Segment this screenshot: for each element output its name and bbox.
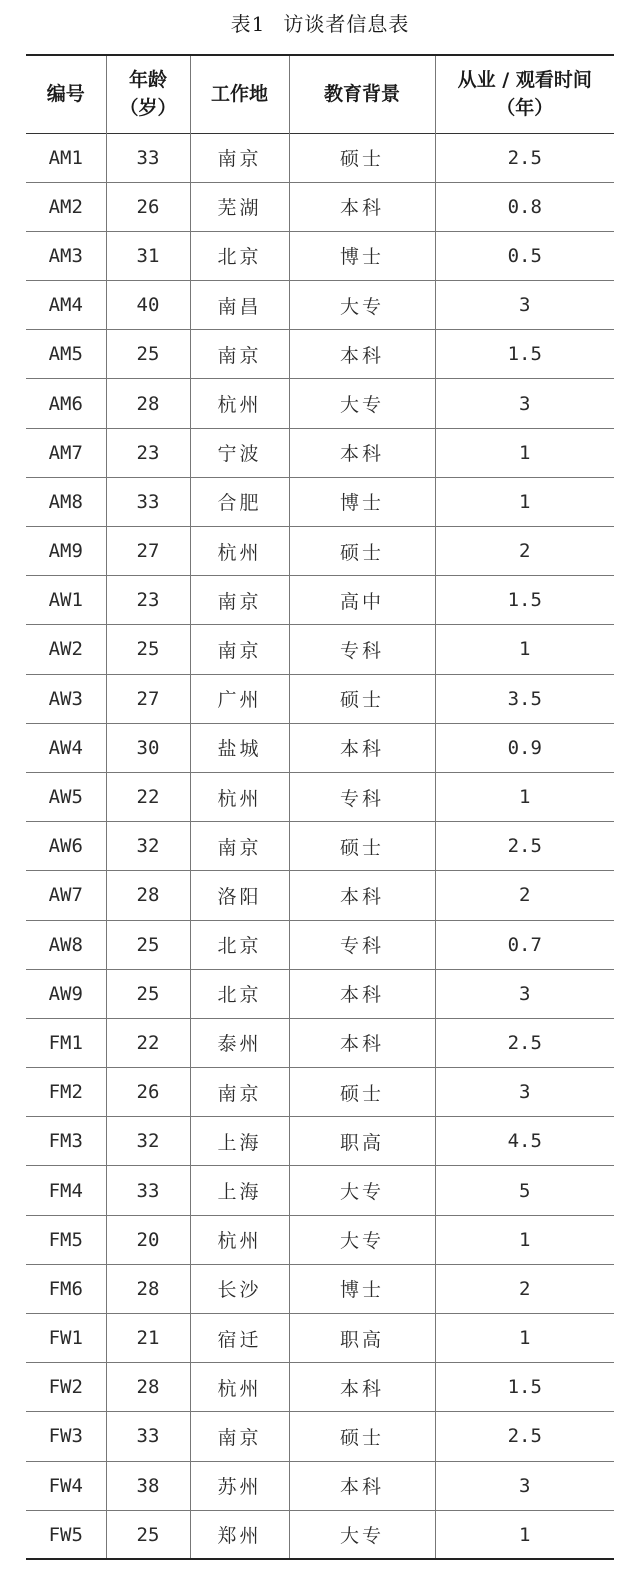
table-row <box>26 379 614 428</box>
cell-age: 33 <box>106 133 190 182</box>
cell-years: 3 <box>435 969 614 1018</box>
table-row <box>26 281 614 330</box>
cell-location: 北京 <box>190 231 289 280</box>
cell-location: 南京 <box>190 330 289 379</box>
table-row <box>26 1412 614 1461</box>
cell-years: 1 <box>435 1510 614 1559</box>
cell-education: 博士 <box>289 477 435 526</box>
cell-years: 1.5 <box>435 330 614 379</box>
table-row <box>26 1215 614 1264</box>
table-row <box>26 1461 614 1510</box>
cell-education: 本科 <box>289 1018 435 1067</box>
table-header <box>26 55 614 133</box>
cell-years: 3 <box>435 1068 614 1117</box>
cell-location: 杭州 <box>190 527 289 576</box>
cell-id: AM1 <box>48 146 83 169</box>
cell-education: 本科 <box>289 1363 435 1412</box>
table-row <box>26 182 614 231</box>
cell-location: 南昌 <box>190 281 289 330</box>
cell-years: 2 <box>435 871 614 920</box>
cell-years: 5 <box>435 1166 614 1215</box>
cell-location: 上海 <box>190 1166 289 1215</box>
cell-location: 芜湖 <box>190 182 289 231</box>
cell-age: 26 <box>106 1068 190 1117</box>
cell-years: 0.8 <box>435 182 614 231</box>
cell-years: 2.5 <box>435 1412 614 1461</box>
table-caption <box>0 8 640 38</box>
cell-years: 1 <box>435 1215 614 1264</box>
cell-education: 本科 <box>289 723 435 772</box>
cell-location: 北京 <box>190 920 289 969</box>
cell-location: 盐城 <box>190 723 289 772</box>
cell-location: 苏州 <box>190 1461 289 1510</box>
cell-education: 本科 <box>289 330 435 379</box>
cell-education: 本科 <box>289 182 435 231</box>
cell-education: 专科 <box>289 772 435 821</box>
cell-education: 硕士 <box>289 1068 435 1117</box>
cell-location: 南京 <box>190 625 289 674</box>
cell-age: 26 <box>106 182 190 231</box>
cell-years: 3 <box>435 1461 614 1510</box>
cell-location: 杭州 <box>190 772 289 821</box>
table-row <box>26 1117 614 1166</box>
cell-years: 3.5 <box>435 674 614 723</box>
cell-id: FW4 <box>48 1474 83 1497</box>
cell-education: 职高 <box>289 1117 435 1166</box>
cell-years: 0.7 <box>435 920 614 969</box>
table-row <box>26 822 614 871</box>
table-row <box>26 1363 614 1412</box>
cell-years: 3 <box>435 281 614 330</box>
cell-age: 33 <box>106 1166 190 1215</box>
interviewee-table <box>26 54 614 1560</box>
cell-education: 硕士 <box>289 527 435 576</box>
table-row <box>26 625 614 674</box>
cell-years: 1.5 <box>435 1363 614 1412</box>
cell-id: FM4 <box>48 1179 83 1202</box>
table-number: 表1 <box>230 12 266 36</box>
cell-age: 40 <box>106 281 190 330</box>
cell-years: 2 <box>435 527 614 576</box>
cell-education: 大专 <box>289 1510 435 1559</box>
cell-id: FW3 <box>48 1425 83 1448</box>
cell-id: FM2 <box>48 1081 83 1104</box>
table-row <box>26 969 614 1018</box>
cell-id: AM9 <box>48 540 83 563</box>
cell-age: 25 <box>106 625 190 674</box>
cell-years: 1 <box>435 477 614 526</box>
cell-id: AM7 <box>48 441 83 464</box>
cell-age: 38 <box>106 1461 190 1510</box>
header-row <box>26 55 614 133</box>
cell-id: AW6 <box>48 835 83 858</box>
cell-location: 南京 <box>190 133 289 182</box>
cell-age: 27 <box>106 527 190 576</box>
cell-id: AW2 <box>48 638 83 661</box>
cell-education: 硕士 <box>289 822 435 871</box>
cell-age: 25 <box>106 920 190 969</box>
cell-education: 硕士 <box>289 1412 435 1461</box>
header-years <box>435 55 614 133</box>
cell-location: 洛阳 <box>190 871 289 920</box>
table-row <box>26 133 614 182</box>
cell-years: 0.9 <box>435 723 614 772</box>
cell-age: 28 <box>106 1264 190 1313</box>
header-age-label: 年龄 <box>128 69 167 92</box>
header-location: 工作地 <box>190 55 289 133</box>
cell-location: 南京 <box>190 1412 289 1461</box>
table-row <box>26 231 614 280</box>
header-years-unit: （年） <box>496 97 554 120</box>
cell-years: 2 <box>435 1264 614 1313</box>
cell-education: 硕士 <box>289 674 435 723</box>
cell-age: 25 <box>106 969 190 1018</box>
table-body <box>26 133 614 1559</box>
table-row <box>26 1018 614 1067</box>
cell-years: 4.5 <box>435 1117 614 1166</box>
table-row <box>26 527 614 576</box>
cell-location: 杭州 <box>190 1215 289 1264</box>
cell-id: AW7 <box>48 884 83 907</box>
table-row <box>26 920 614 969</box>
cell-location: 杭州 <box>190 379 289 428</box>
cell-years: 2.5 <box>435 822 614 871</box>
cell-age: 22 <box>106 1018 190 1067</box>
cell-location: 南京 <box>190 822 289 871</box>
table-row <box>26 330 614 379</box>
cell-id: FM1 <box>48 1031 83 1054</box>
cell-id: AW8 <box>48 933 83 956</box>
cell-education: 大专 <box>289 281 435 330</box>
cell-education: 高中 <box>289 576 435 625</box>
cell-education: 专科 <box>289 920 435 969</box>
cell-id: AM6 <box>48 392 83 415</box>
cell-location: 宿迁 <box>190 1314 289 1363</box>
table-row <box>26 674 614 723</box>
header-age <box>106 55 190 133</box>
cell-location: 合肥 <box>190 477 289 526</box>
cell-education: 大专 <box>289 1166 435 1215</box>
cell-location: 南京 <box>190 1068 289 1117</box>
cell-education: 本科 <box>289 1461 435 1510</box>
cell-id: FW2 <box>48 1376 83 1399</box>
cell-years: 2.5 <box>435 133 614 182</box>
cell-years: 1 <box>435 1314 614 1363</box>
cell-age: 32 <box>106 1117 190 1166</box>
header-id: 编号 <box>46 83 85 106</box>
cell-education: 本科 <box>289 871 435 920</box>
cell-id: AW1 <box>48 589 83 612</box>
cell-years: 1 <box>435 428 614 477</box>
cell-age: 30 <box>106 723 190 772</box>
cell-age: 28 <box>106 379 190 428</box>
table-row <box>26 477 614 526</box>
table-row <box>26 1166 614 1215</box>
cell-id: AW9 <box>48 982 83 1005</box>
cell-id: AM5 <box>48 343 83 366</box>
header-age-unit: （岁） <box>119 97 177 120</box>
cell-id: AM3 <box>48 244 83 267</box>
cell-age: 22 <box>106 772 190 821</box>
cell-id: FW1 <box>48 1327 83 1350</box>
cell-age: 20 <box>106 1215 190 1264</box>
table-row <box>26 1068 614 1117</box>
cell-location: 北京 <box>190 969 289 1018</box>
table-row <box>26 428 614 477</box>
cell-years: 2.5 <box>435 1018 614 1067</box>
cell-age: 33 <box>106 477 190 526</box>
cell-age: 25 <box>106 1510 190 1559</box>
cell-id: AM4 <box>48 294 83 317</box>
cell-id: AW5 <box>48 786 83 809</box>
cell-id: FM6 <box>48 1277 83 1300</box>
cell-age: 28 <box>106 871 190 920</box>
table-title: 访谈者信息表 <box>283 12 410 36</box>
cell-years: 3 <box>435 379 614 428</box>
table-row <box>26 1510 614 1559</box>
cell-location: 宁波 <box>190 428 289 477</box>
cell-age: 25 <box>106 330 190 379</box>
cell-location: 泰州 <box>190 1018 289 1067</box>
cell-education: 硕士 <box>289 133 435 182</box>
cell-location: 南京 <box>190 576 289 625</box>
cell-age: 33 <box>106 1412 190 1461</box>
table-row <box>26 871 614 920</box>
cell-years: 1 <box>435 625 614 674</box>
cell-age: 21 <box>106 1314 190 1363</box>
table-row <box>26 1314 614 1363</box>
cell-id: FW5 <box>48 1523 83 1546</box>
table-row <box>26 576 614 625</box>
cell-location: 杭州 <box>190 1363 289 1412</box>
table-row <box>26 772 614 821</box>
cell-education: 博士 <box>289 231 435 280</box>
cell-id: AM8 <box>48 490 83 513</box>
cell-id: AW4 <box>48 736 83 759</box>
cell-id: AM2 <box>48 195 83 218</box>
cell-location: 长沙 <box>190 1264 289 1313</box>
header-years-label: 从业 / 观看时间 <box>457 69 592 92</box>
cell-education: 专科 <box>289 625 435 674</box>
cell-id: FM5 <box>48 1228 83 1251</box>
cell-age: 32 <box>106 822 190 871</box>
cell-location: 上海 <box>190 1117 289 1166</box>
cell-age: 23 <box>106 576 190 625</box>
cell-age: 31 <box>106 231 190 280</box>
cell-age: 23 <box>106 428 190 477</box>
table-row <box>26 1264 614 1313</box>
cell-years: 1 <box>435 772 614 821</box>
cell-education: 本科 <box>289 969 435 1018</box>
cell-education: 大专 <box>289 1215 435 1264</box>
cell-education: 本科 <box>289 428 435 477</box>
cell-location: 郑州 <box>190 1510 289 1559</box>
cell-education: 大专 <box>289 379 435 428</box>
cell-years: 0.5 <box>435 231 614 280</box>
cell-location: 广州 <box>190 674 289 723</box>
cell-id: FM3 <box>48 1130 83 1153</box>
header-education: 教育背景 <box>289 55 435 133</box>
cell-education: 博士 <box>289 1264 435 1313</box>
cell-age: 27 <box>106 674 190 723</box>
table-row <box>26 723 614 772</box>
cell-education: 职高 <box>289 1314 435 1363</box>
cell-years: 1.5 <box>435 576 614 625</box>
cell-age: 28 <box>106 1363 190 1412</box>
cell-id: AW3 <box>48 687 83 710</box>
